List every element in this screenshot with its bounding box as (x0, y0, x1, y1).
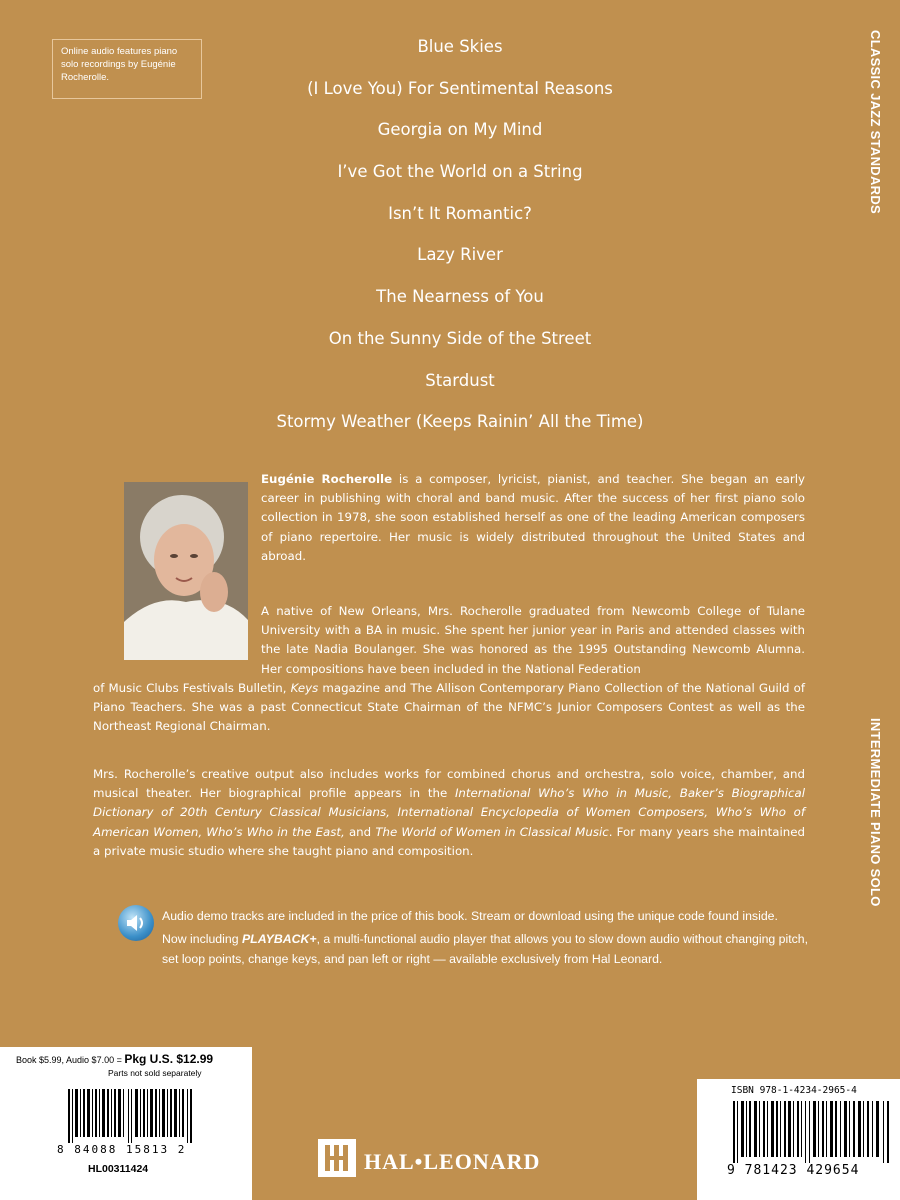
product-code: HL00311424 (88, 1163, 149, 1175)
bio-paragraph-3 (93, 765, 805, 861)
song-title: The Nearness of You (376, 287, 544, 307)
price-subtext: Parts not sold separately (108, 1068, 202, 1078)
audio-notice (162, 906, 812, 972)
bio-text: magazine and The Allison Contemporary Piano Collection of the National Guild of Piano Teachers. She was a past Connecticut State Chairman of the NFMC’s Junior Composers Contest as well as the Northeast Regional Chairman. (93, 681, 805, 734)
price-line: Book $5.99, Audio $7.00 = Pkg U.S. $12.99 (16, 1052, 214, 1066)
publisher-name: HAL•LEONARD (364, 1149, 541, 1174)
song-title: Lazy River (417, 245, 503, 265)
bio-text: is a composer, lyricist, pianist, and teacher. She began an early career in publishing with choral and band music. After the success of her first piano solo collection in 1978, she soon established herself as one of the leading American composers of piano repertoire. Her music is widely distributed throughout the United States and abroad. (261, 472, 805, 563)
song-title: (I Love You) For Sentimental Reasons (307, 78, 613, 98)
upc-digits: 8 84088 15813 2 (57, 1143, 187, 1156)
isbn-barcode (733, 1101, 891, 1163)
bio-paragraph-2b (93, 679, 805, 737)
song-list (200, 34, 720, 451)
bio-text: . For many years she maintained a private music studio where she taught piano and composition. (93, 824, 805, 858)
upc-barcode (68, 1089, 193, 1143)
bio-italic: International Who’s Who in Music, Baker’s Biographical Dictionary of 20th Century Classical Musicians, International Encyclopedia of Women Composers, Who’s Who of American Women, Who’s Who in the East, (93, 786, 805, 839)
package-price: Pkg U.S. $12.99 (124, 1052, 214, 1066)
audio-line-1: Audio demo tracks are included in the price of this book. Stream or download using the unique code found inside. (162, 909, 778, 923)
playback-brand: PLAYBACK+ (241, 931, 317, 946)
bio-text: and (344, 824, 376, 839)
bio-text: Mrs. Rocherolle’s creative output also includes works for combined chorus and orchestra, solo voice, chamber, and musical theater. Her biographical profile appears in the (93, 767, 805, 801)
portrait-illustration (124, 482, 248, 660)
composer-photo (124, 482, 248, 660)
bio-text: of Music Clubs Festivals Bulletin, (93, 681, 291, 695)
isbn-digits: 9 781423 429654 (727, 1163, 860, 1178)
composer-name: Eugénie Rocherolle (261, 472, 393, 486)
bio-paragraph-1 (261, 470, 805, 566)
bio-italic: Keys (290, 681, 319, 695)
song-title: Georgia on My Mind (377, 120, 543, 140)
hal-leonard-mark (318, 1139, 356, 1177)
price-sticker (0, 1047, 252, 1200)
bio-text: A native of New Orleans, Mrs. Rocherolle graduated from Newcomb College of Tulane University with a BA in music. She spent her junior year in Paris and attended classes with the late Nadia Boulanger. She was honored as the 1995 Outstanding Newcomb Alumna. Her compositions have been included in the National Federation (261, 604, 805, 676)
song-title: Stormy Weather (Keeps Rainin’ All the Time) (276, 412, 644, 432)
song-title: I’ve Got the World on a String (337, 162, 583, 182)
song-title: Stardust (425, 370, 495, 390)
song-title: Isn’t It Romantic? (388, 203, 532, 223)
series-title-vertical: CLASSIC JAZZ STANDARDS (868, 30, 883, 215)
bio-paragraph-2a (261, 602, 805, 679)
song-title: Blue Skies (417, 37, 503, 56)
hal-leonard-logo (318, 1139, 588, 1179)
song-title: On the Sunny Side of the Street (328, 328, 592, 348)
speaker-icon (118, 905, 154, 941)
audio-line-2: Now including PLAYBACK+, a multi-functional audio player that allows you to slow down audio without changing pitch, set loop points, change keys, and pan left or right — available exclusively from Hal Leonard. (162, 931, 809, 966)
isbn-sticker (697, 1079, 900, 1200)
online-audio-notice: Online audio features piano solo recordings by Eugénie Rocherolle. (52, 39, 202, 99)
isbn-label: ISBN 978-1-4234-2965-4 (731, 1085, 857, 1096)
level-title-vertical: INTERMEDIATE PIANO SOLO (868, 718, 883, 907)
bio-italic: The World of Women in Classical Music (375, 824, 609, 839)
